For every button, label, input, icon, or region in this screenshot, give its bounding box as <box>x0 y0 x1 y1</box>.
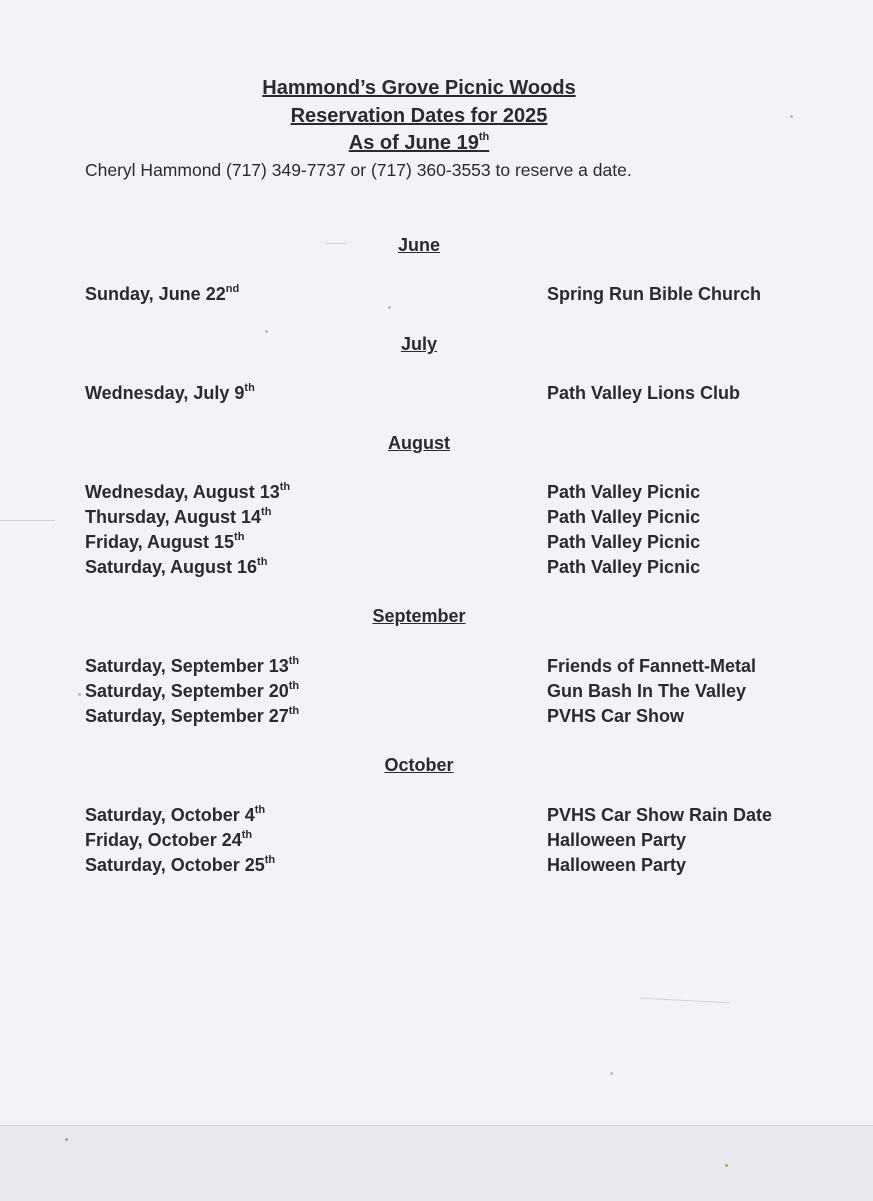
reservation-row <box>0 656 873 681</box>
date-text: Friday, August 15 <box>85 532 235 552</box>
date-text: Saturday, October 4 <box>85 805 255 825</box>
reservation-event: Friends of Fannett-Metal <box>547 656 757 676</box>
reservation-date <box>85 557 267 578</box>
reservation-date <box>85 830 252 851</box>
reservation-event: Path Valley Picnic <box>547 507 701 527</box>
reservation-date <box>85 681 299 702</box>
date-suffix: th <box>288 680 300 692</box>
as-of-date-suffix: th <box>478 131 490 144</box>
date-text: Saturday, October 25 <box>85 855 265 875</box>
paper-speck <box>265 330 268 333</box>
reservation-date <box>85 482 290 503</box>
date-suffix: th <box>257 556 268 568</box>
date-text: Saturday, August 16 <box>85 557 258 577</box>
date-text: Wednesday, July 9 <box>85 383 245 403</box>
reservation-row <box>0 482 873 507</box>
reservation-date <box>85 532 244 553</box>
date-text: Wednesday, August 13 <box>85 482 280 502</box>
reservation-event: Path Valley Lions Club <box>547 383 741 403</box>
reservation-row <box>0 805 873 830</box>
date-text: Saturday, September 13 <box>85 656 289 676</box>
reservation-event: Spring Run Bible Church <box>547 284 761 304</box>
date-suffix: th <box>244 382 255 394</box>
reservation-date <box>85 284 239 305</box>
reservation-row <box>0 681 873 706</box>
date-suffix: th <box>254 804 266 816</box>
date-text: Saturday, September 20 <box>85 681 289 701</box>
reservation-date <box>85 507 271 528</box>
paper-scratch <box>640 998 730 1004</box>
paper-speck <box>65 1138 68 1141</box>
date-suffix: th <box>234 531 245 543</box>
reservation-event: PVHS Car Show <box>547 706 685 726</box>
date-suffix: th <box>264 854 276 866</box>
reservation-date <box>85 656 299 677</box>
contact-line: Cheryl Hammond (717) 349-7737 or (717) 360-3553 to reserve a date. <box>85 160 632 180</box>
document-subtitle: Reservation Dates for 2025 <box>290 105 548 127</box>
reservation-row <box>0 383 873 408</box>
reservation-event: Gun Bash In The Valley <box>547 681 747 701</box>
reservation-row <box>0 284 873 309</box>
reservation-row <box>0 532 873 557</box>
reservation-row <box>0 706 873 731</box>
reservation-row <box>0 830 873 855</box>
reservation-event: Path Valley Picnic <box>547 557 701 577</box>
month-heading: August <box>388 433 450 453</box>
reservation-event: Path Valley Picnic <box>547 482 701 502</box>
reservation-event: Halloween Party <box>547 830 687 850</box>
scanner-bed-strip <box>0 1125 873 1201</box>
month-heading: October <box>384 755 454 775</box>
reservation-date <box>85 855 275 876</box>
as-of-date-text: As of June 19 <box>348 132 479 154</box>
date-suffix: th <box>288 705 300 717</box>
reservation-event: Path Valley Picnic <box>547 532 701 552</box>
date-suffix: nd <box>225 283 240 295</box>
as-of-date <box>0 132 838 155</box>
month-heading: July <box>400 334 438 354</box>
document-title: Hammond’s Grove Picnic Woods <box>262 77 576 99</box>
reservation-row <box>0 557 873 582</box>
reservation-date <box>85 805 265 826</box>
date-suffix: th <box>261 506 272 518</box>
reservation-row <box>0 507 873 532</box>
month-heading: September <box>372 606 466 626</box>
date-suffix: th <box>288 655 300 667</box>
paper-speck <box>610 1072 613 1075</box>
reservation-event: Halloween Party <box>547 855 687 875</box>
reservation-date <box>85 383 255 404</box>
date-text: Sunday, June 22 <box>85 284 226 304</box>
date-text: Saturday, September 27 <box>85 706 289 726</box>
date-text: Friday, October 24 <box>85 830 242 850</box>
date-suffix: th <box>241 829 253 841</box>
month-heading: June <box>397 235 440 255</box>
reservation-row <box>0 855 873 880</box>
paper-speck <box>725 1164 728 1167</box>
reservation-date <box>85 706 299 727</box>
date-suffix: th <box>279 481 291 493</box>
reservation-event: PVHS Car Show Rain Date <box>547 805 773 825</box>
date-text: Thursday, August 14 <box>85 507 262 527</box>
